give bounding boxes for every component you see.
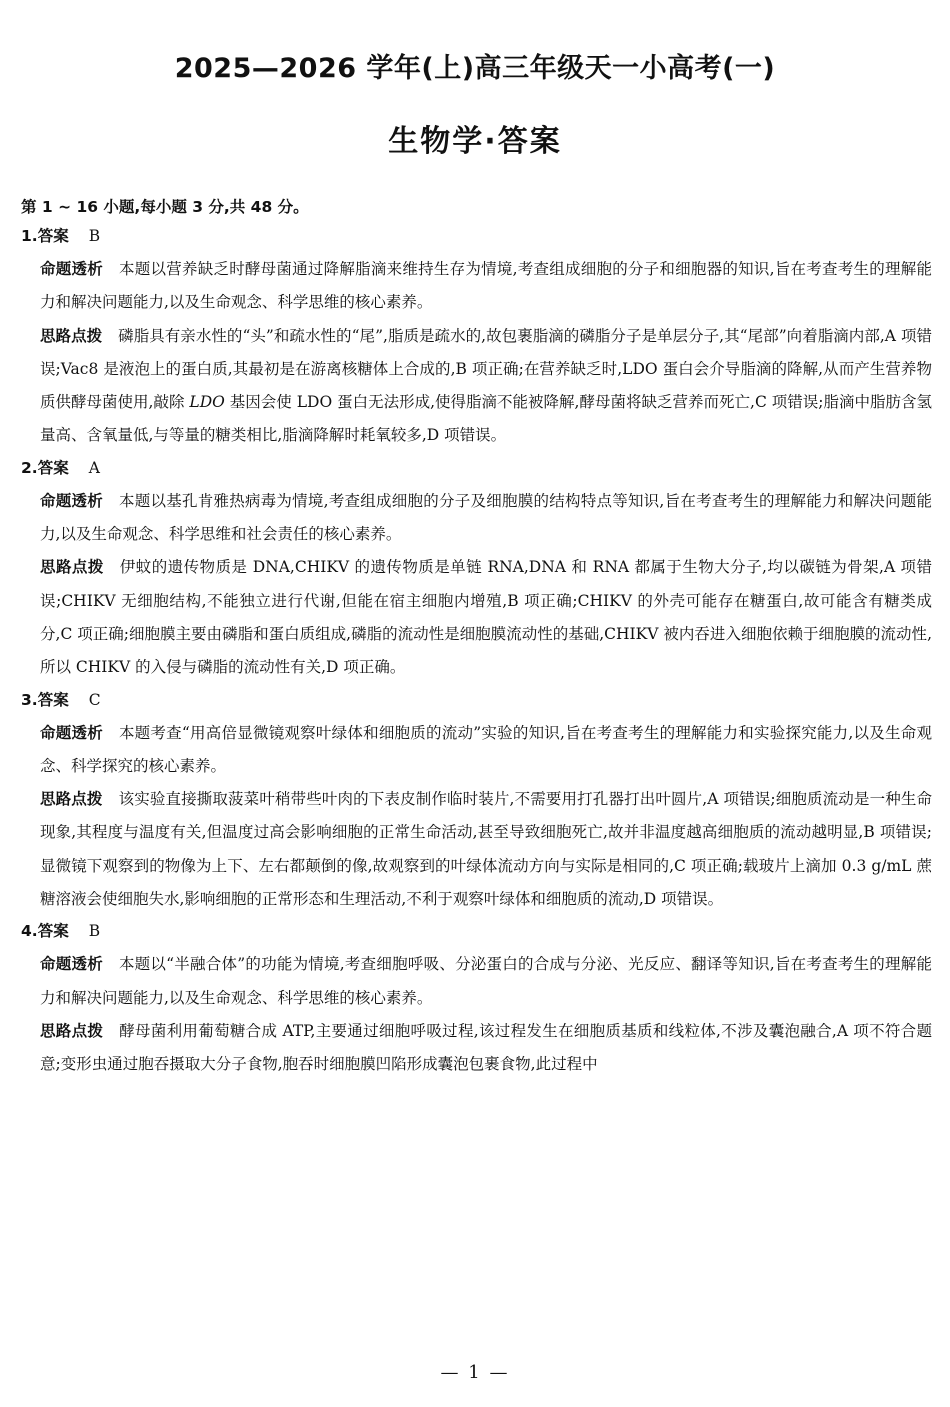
question-block-3 bbox=[21, 685, 932, 917]
hint-label: 思路点拨 bbox=[40, 326, 103, 345]
hint-paragraph bbox=[21, 783, 932, 916]
analysis-label: 命题透析 bbox=[40, 491, 103, 510]
question-number: 1. bbox=[21, 227, 38, 245]
hint-label: 思路点拨 bbox=[40, 790, 103, 809]
analysis-paragraph bbox=[21, 717, 932, 784]
analysis-label: 命题透析 bbox=[40, 723, 103, 742]
hint-text-continued: 基因会使 LDO 蛋白无法形成,使得脂滴不能被降解,酵母菌将缺乏营养而死亡,C 项错误;脂滴中脂肪含氢量高、含氧量低,与等量的糖类相比,脂滴降解时耗氧较多,D 项错误。 bbox=[40, 393, 932, 445]
analysis-paragraph bbox=[21, 948, 932, 1015]
question-header bbox=[21, 916, 932, 948]
answer-label: 答案 bbox=[37, 227, 69, 245]
question-number: 4. bbox=[21, 922, 38, 941]
answer-value: B bbox=[88, 227, 101, 245]
hint-paragraph bbox=[21, 551, 932, 684]
page-number: — 1 — bbox=[440, 1362, 510, 1383]
question-block-2 bbox=[21, 453, 932, 685]
answer-value: C bbox=[88, 690, 101, 709]
question-block-4 bbox=[21, 916, 932, 1081]
analysis-label: 命题透析 bbox=[40, 260, 103, 278]
question-number: 3. bbox=[21, 690, 38, 709]
analysis-text: 本题以“半融合体”的功能为情境,考查细胞呼吸、分泌蛋白的合成与分泌、光反应、翻译等知识,旨在考查考生的理解能力和解决问题能力,以及生命观念、科学思维的核心素养。 bbox=[40, 955, 932, 1007]
hint-text: 酵母菌利用葡萄糖合成 ATP,主要通过细胞呼吸过程,该过程发生在细胞质基质和线粒体,不涉及囊泡融合,A 项不符合题意;变形虫通过胞吞摄取大分子食物,胞吞时细胞膜凹陷形成囊泡包裹食物,此过程中 bbox=[40, 1021, 932, 1074]
question-number: 2. bbox=[21, 458, 38, 477]
question-header bbox=[21, 221, 932, 253]
analysis-text: 本题以营养缺乏时酵母菌通过降解脂滴来维持生存为情境,考查组成细胞的分子和细胞器的知识,旨在考查考生的理解能力和解决问题能力,以及生命观念、科学思维的核心素养。 bbox=[40, 260, 932, 312]
analysis-text: 本题考查“用高倍显微镜观察叶绿体和细胞质的流动”实验的知识,旨在考查考生的理解能力和实验探究能力,以及生命观念、科学探究的核心素养。 bbox=[40, 723, 932, 775]
question-header bbox=[21, 685, 932, 717]
hint-text: 伊蚊的遗传物质是 DNA,CHIKV 的遗传物质是单链 RNA,DNA 和 RNA 都属于生物大分子,均以碳链为骨架,A 项错误;CHIKV 无细胞结构,不能独立进行代谢,但能在宿主细胞内增殖,B 项正确;CHIKV 的外壳可能存在糖蛋白,故可能含有糖类成分,C 项正确;细胞膜主要由磷脂和蛋白质组成,磷脂的流动性是细胞膜流动性的基础,CHIKV 被内吞进入细胞依赖于细胞膜的流动性,所以 CHIKV 的入侵与磷脂的流动性有关,D 项正确。 bbox=[40, 558, 932, 677]
gene-name: LDO bbox=[189, 393, 225, 412]
question-block-1 bbox=[21, 221, 932, 453]
analysis-label: 命题透析 bbox=[40, 955, 103, 974]
hint-paragraph bbox=[21, 1015, 932, 1082]
hint-label: 思路点拨 bbox=[40, 1021, 104, 1040]
hint-label: 思路点拨 bbox=[40, 558, 104, 577]
answer-label: 答案 bbox=[37, 458, 69, 477]
answer-label: 答案 bbox=[37, 922, 69, 941]
subject-title: 生物学·答案 bbox=[388, 124, 562, 159]
hint-text: 该实验直接撕取菠菜叶稍带些叶肉的下表皮制作临时装片,不需要用打孔器打出叶圆片,A 项错误;细胞质流动是一种生命现象,其程度与温度有关,但温度过高会影响细胞的正常生命活动,甚至导致细胞死亡,故并非温度越高细胞质的流动越明显,B 项错误;显微镜下观察到的物像为上下、左右都颠倒的像,故观察到的叶绿体流动方向与实际是相同的,C 项正确;载玻片上滴加 0.3 g/mL 蔗糖溶液会使细胞失水,影响细胞的正常形态和生理活动,不利于观察叶绿体和细胞质的流动,D 项错误。 bbox=[40, 790, 932, 909]
analysis-text: 本题以基孔肯雅热病毒为情境,考查组成细胞的分子及细胞膜的结构特点等知识,旨在考查考生的理解能力和解决问题能力,以及生命观念、科学思维和社会责任的核心素养。 bbox=[40, 491, 932, 544]
analysis-paragraph bbox=[21, 253, 932, 320]
answer-value: B bbox=[88, 922, 101, 941]
exam-title: 2025—2026 学年(上)高三年级天一小高考(一) bbox=[174, 53, 776, 84]
question-header bbox=[21, 453, 932, 485]
analysis-paragraph bbox=[21, 485, 932, 552]
answer-label: 答案 bbox=[37, 690, 69, 709]
answer-value: A bbox=[88, 458, 100, 477]
hint-paragraph bbox=[21, 320, 932, 453]
hint-text: 磷脂具有亲水性的“头”和疏水性的“尾”,脂质是疏水的,故包裹脂滴的磷脂分子是单层分子,其“尾部”向着脂滴内部,A 项错误;Vac8 是液泡上的蛋白质,其最初是在游离核糖体上合成的,B 项正确;在营养缺乏时,LDO 蛋白会介导脂滴的降解,从而产生营养物质供酵母菌使用,敲除 bbox=[40, 326, 932, 412]
section-intro: 第 1 ~ 16 小题,每小题 3 分,共 48 分。 bbox=[21, 198, 309, 216]
answers-content bbox=[21, 221, 932, 1082]
